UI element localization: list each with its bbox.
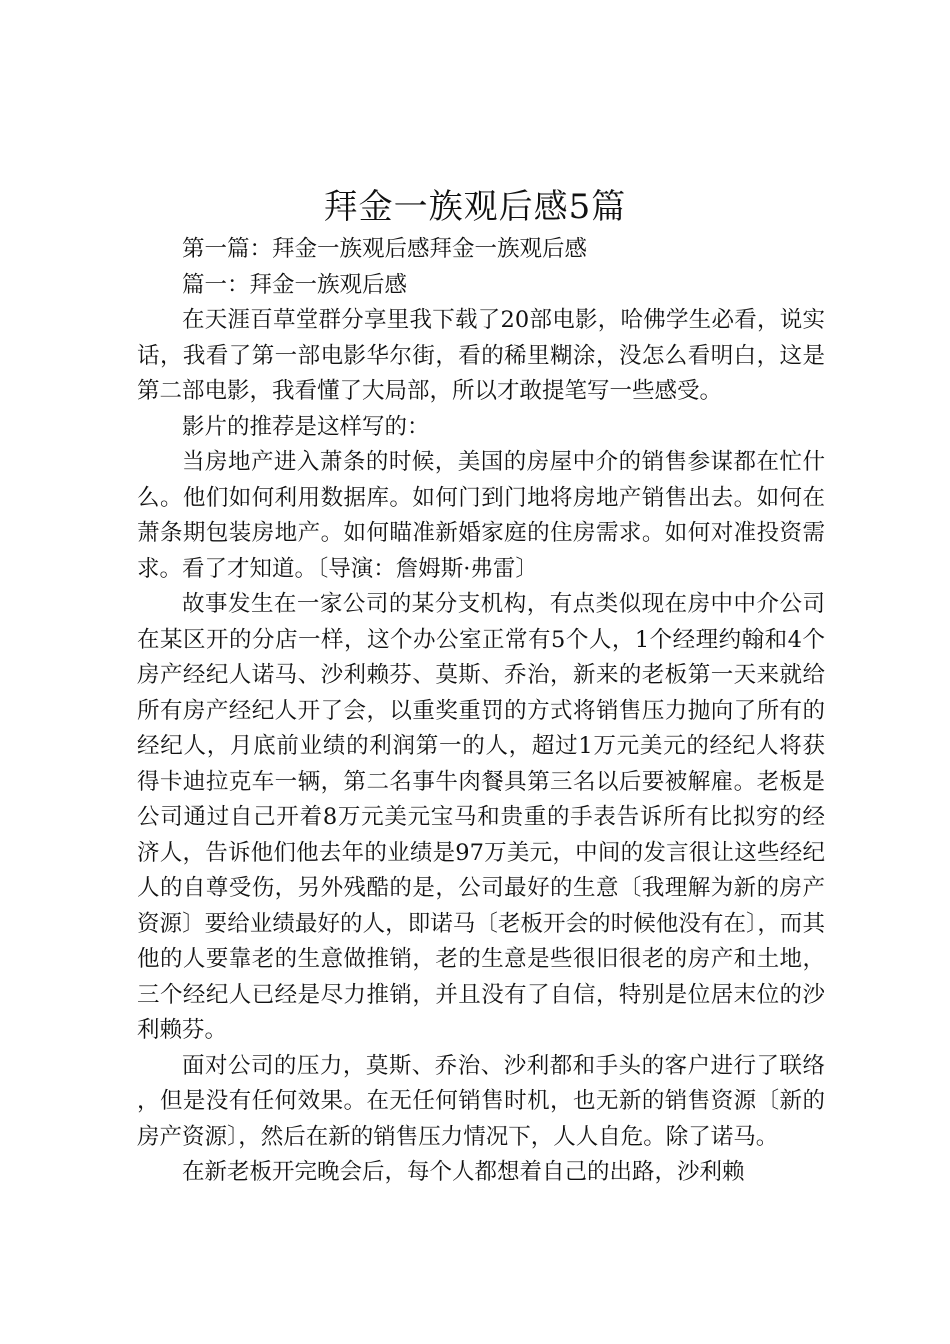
paragraph: 影片的推荐是这样写的： [182, 413, 430, 440]
paragraph: 故事发生在一家公司的某分支机构，有点类似现在房中中介公司在某区开的分店一样，这个办公室正常有5个人，1个经理约翰和4个房产经纪人诺马、沙利赖芬、莫斯、乔治，新来的老板第一天来就给所有房产经纪人开了会，以重奖重罚的方式将销售压力抛向了所有的经纪人，月底前业绩的利润第一的人，超过1万元美元的经纪人将获得卡迪拉克车一辆，第二名事牛肉餐具第三名以后要被解雇。老板是公司通过自己开着8万元美元宝马和贵重的手表告诉所有比拟穷的经济人，告诉他们他去年的业绩是97万美元，中间的发言很让这些经纪人的自尊受伤，另外残酷的是，公司最好的生意〔我理解为新的房产资源〕要给业绩最好的人，即诺马〔老板开会的时候他没有在〕，而其他的人要靠老的生意做推销，老的生意是些很旧很老的房产和土地，三个经纪人已经是尽力推销，并且没有了自信，特别是位居末位的沙利赖芬。 [137, 591, 825, 1043]
paragraph: 面对公司的压力，莫斯、乔治、沙利都和手头的客户进行了联络，但是没有任何效果。在无任何销售时机，也无新的销售资源〔新的房产资源〕，然后在新的销售压力情况下，人人自危。除了诺马。 [137, 1052, 825, 1150]
paragraph: 当房地产进入萧条的时候，美国的房屋中介的销售参谋都在忙什么。他们如何利用数据库。如何门到门地将房地产销售出去。如何在萧条期包装房地产。如何瞄准新婚家庭的住房需求。如何对准投资需求。看了才知道。〔导演：詹姆斯·弗雷〕 [137, 449, 825, 582]
paragraph-heading-1: 第一篇：拜金一族观后感拜金一族观后感 [182, 236, 588, 262]
document-title: 拜金一族观后感5篇 [323, 187, 627, 227]
paragraph: 在天涯百草堂群分享里我下载了20部电影，哈佛学生必看，说实话，我看了第一部电影华尔街，看的稀里糊涂，没怎么看明白，这是第二部电影，我看懂了大局部，所以才敢提笔写一些感受。 [137, 307, 825, 404]
paragraph: 在新老板开完晚会后，每个人都想着自己的出路，沙利赖 [182, 1159, 745, 1185]
paragraph-heading-2: 篇一：拜金一族观后感 [182, 271, 408, 298]
document-body [137, 232, 825, 1191]
